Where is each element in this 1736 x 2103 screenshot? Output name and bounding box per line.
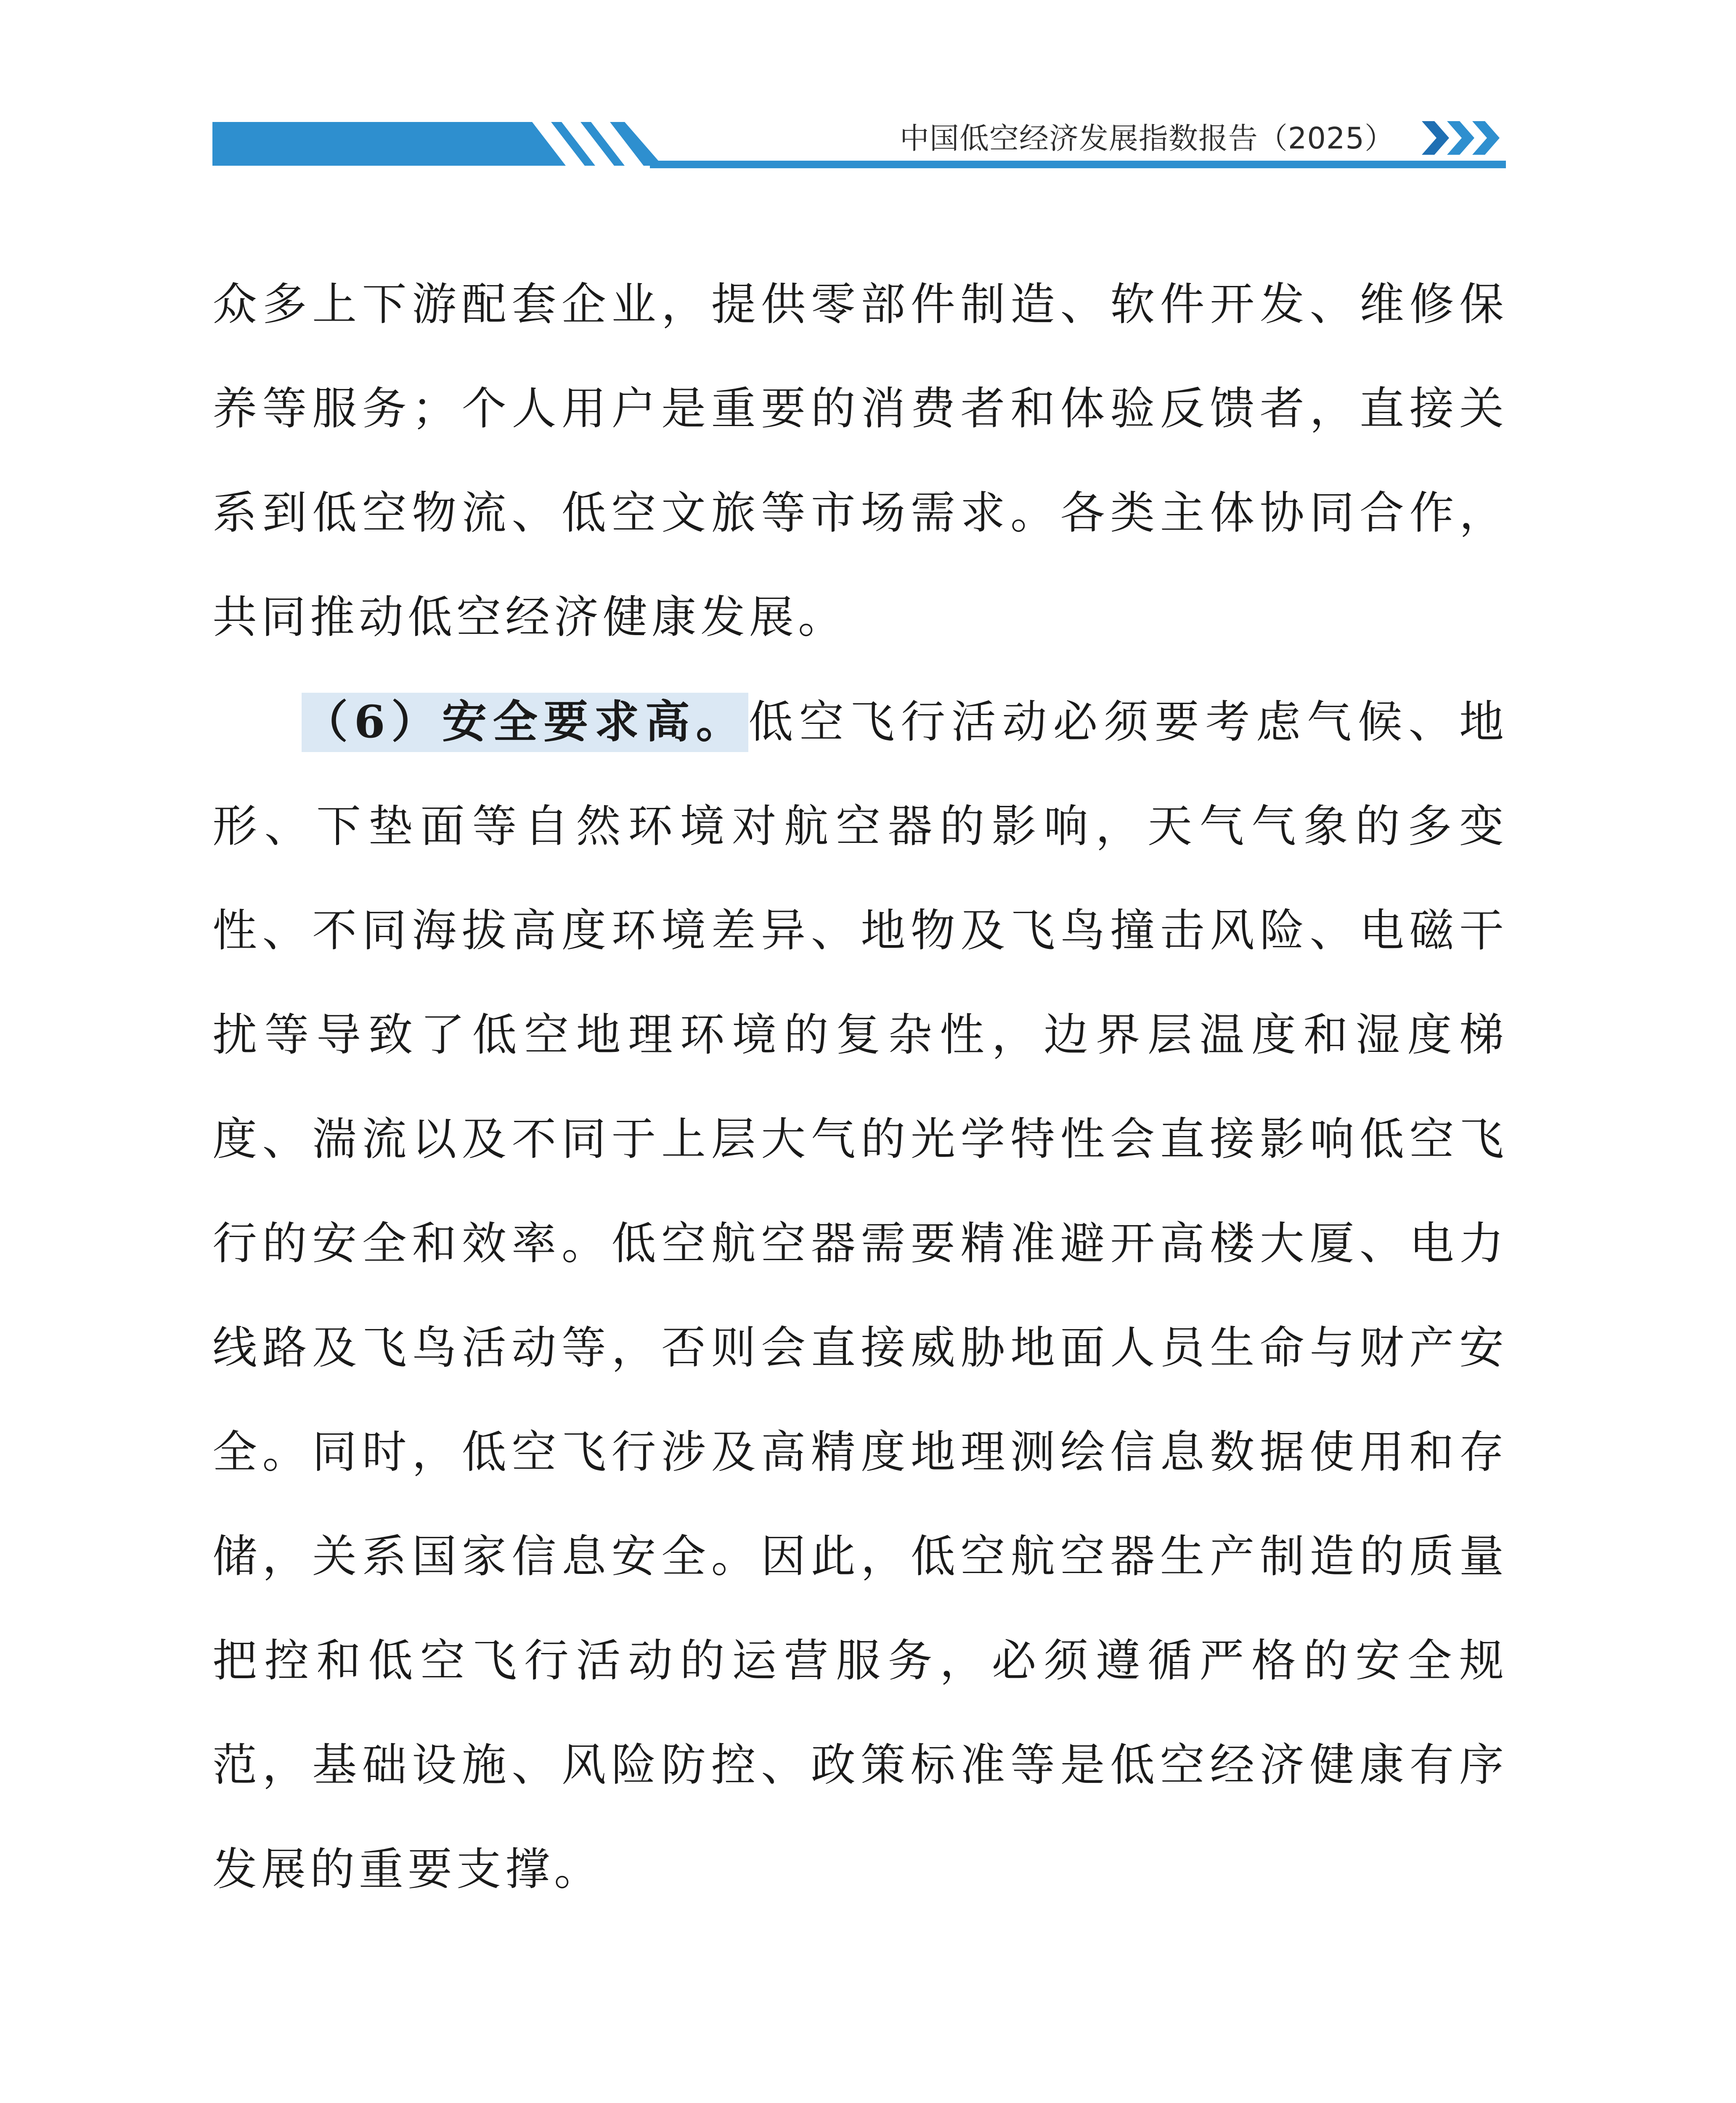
paragraph xyxy=(212,252,1508,670)
paragraph-text: 众多上下游配套企业，提供零部件制造、软件开发、维修保养等服务；个人用户是重要的消费者和体验反馈者，直接关系到低空物流、低空文旅等市场需求。各类主体协同合作，共同推动低空经济健康发展。 xyxy=(212,278,1508,643)
report-title: 中国低空经济发展指数报告（2025） xyxy=(899,121,1394,156)
page-header xyxy=(212,114,1506,177)
paragraph-text: 低空飞行活动必须要考虑气候、地形、下垫面等自然环境对航空器的影响，天气气象的多变性、不同海拔高度环境差异、地物及飞鸟撞击风险、电磁干扰等导致了低空地理环境的复杂性，边界层温度和湿度梯度、湍流以及不同于上层大气的光学特性会直接影响低空飞行的安全和效率。低空航空器需要精准避开高楼大厦、电力线路及飞鸟活动等，否则会直接威胁地面人员生命与财产安全。同时，低空飞行涉及高精度地理测绘信息数据使用和存储，关系国家信息安全。因此，低空航空器生产制造的质量把控和低空飞行活动的运营服务，必须遵循严格的安全规范，基础设施、风险防控、政策标准等是低空经济健康有序发展的重要支撑。 xyxy=(212,696,1508,1895)
body-text xyxy=(212,252,1508,1922)
paragraph xyxy=(212,670,1508,1922)
triple-chevron-right-icon xyxy=(1422,121,1506,155)
highlighted-heading: （6）安全要求高。 xyxy=(302,693,748,752)
